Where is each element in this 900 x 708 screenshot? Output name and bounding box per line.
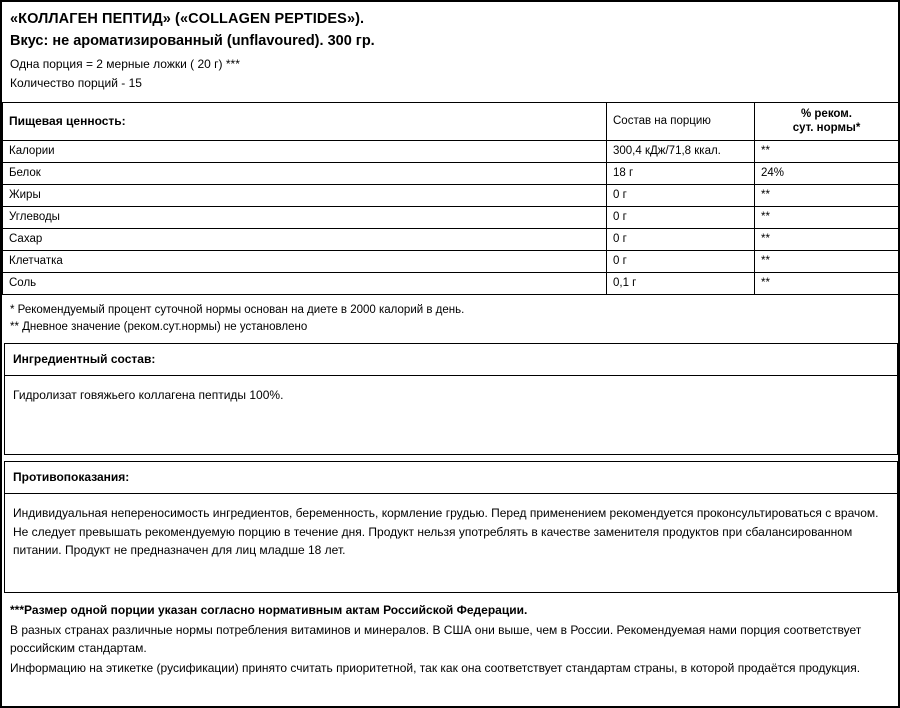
nutrient-per-serving: 18 г xyxy=(607,162,755,184)
serving-size-text: Одна порция = 2 мерные ложки ( 20 г) *** xyxy=(10,57,240,72)
nutrition-table xyxy=(2,102,899,295)
footnote-not-established: ** Дневное значение (реком.сут.нормы) не установлено xyxy=(10,321,308,334)
nutrient-daily-percent: ** xyxy=(755,140,899,162)
ingredients-body: Гидролизат говяжьего коллагена пептиды 100%. xyxy=(13,388,284,403)
nutrient-name: Жиры xyxy=(3,184,607,206)
nutrient-per-serving: 0 г xyxy=(607,228,755,250)
contraindications-heading: Противопоказания: xyxy=(5,462,897,494)
table-row xyxy=(3,272,899,294)
nutrient-name: Сахар xyxy=(3,228,607,250)
table-row xyxy=(3,228,899,250)
nutrient-daily-percent: ** xyxy=(755,228,899,250)
column-header-per-serving: Состав на порцию xyxy=(607,102,755,140)
nutrient-per-serving: 0,1 г xyxy=(607,272,755,294)
contraindications-section xyxy=(4,461,898,593)
ingredients-section xyxy=(4,343,898,455)
column-header-daily-percent xyxy=(755,102,899,140)
footer-serving-standard-note: ***Размер одной порции указан согласно нормативным актам Российской Федерации. xyxy=(10,603,528,618)
table-row xyxy=(3,206,899,228)
nutrient-per-serving: 0 г xyxy=(607,184,755,206)
footer-country-norms-note: В разных странах различные нормы потребления витаминов и минералов. В США они выше, чем в России. Рекомендуемая нами порция соответствует российским стандартам. xyxy=(10,622,862,656)
ingredients-heading: Ингредиентный состав: xyxy=(5,344,897,376)
nutrient-daily-percent: 24% xyxy=(755,162,899,184)
column-header-daily-percent-line1: % реком. xyxy=(800,107,853,120)
footer-notes xyxy=(2,593,898,677)
nutrient-daily-percent: ** xyxy=(755,250,899,272)
table-header-row xyxy=(3,102,899,140)
column-header-daily-percent-line2: сут. нормы* xyxy=(792,122,861,135)
table-footnotes xyxy=(2,295,898,344)
nutrient-daily-percent: ** xyxy=(755,184,899,206)
nutrient-per-serving: 0 г xyxy=(607,250,755,272)
flavor-subtitle: Вкус: не ароматизированный (unflavoured). 300 гр. xyxy=(10,32,375,49)
nutrient-name: Белок xyxy=(3,162,607,184)
nutrient-daily-percent: ** xyxy=(755,206,899,228)
nutrient-daily-percent: ** xyxy=(755,272,899,294)
table-row xyxy=(3,162,899,184)
nutrient-name: Соль xyxy=(3,272,607,294)
nutrient-per-serving: 0 г xyxy=(607,206,755,228)
footnote-daily-value-basis: * Рекомендуемый процент суточной нормы основан на диете в 2000 калорий в день. xyxy=(10,303,465,316)
table-row xyxy=(3,250,899,272)
nutrient-name: Клетчатка xyxy=(3,250,607,272)
servings-count-text: Количество порций - 15 xyxy=(10,75,142,90)
table-row xyxy=(3,140,899,162)
column-header-nutrient: Пищевая ценность: xyxy=(3,102,607,140)
table-row xyxy=(3,184,899,206)
page-title: «КОЛЛАГЕН ПЕПТИД» («COLLAGEN PEPTIDES»). xyxy=(10,11,365,27)
contraindications-body: Индивидуальная непереносимость ингредиентов, беременность, кормление грудью. Перед применением рекомендуется проконсультироваться с врачом. Не следует превышать рекомендуемую порцию в течение дня. Продукт нельзя употреблять в качестве заменителя продуктов при сбалансированном питании. Продукт не предназначен для лиц младше 18 лет. xyxy=(13,506,879,558)
nutrient-name: Углеводы xyxy=(3,206,607,228)
nutrient-name: Калории xyxy=(3,140,607,162)
document-header xyxy=(2,2,898,94)
nutrient-per-serving: 300,4 кДж/71,8 ккал. xyxy=(607,140,755,162)
footer-label-priority-note: Информацию на этикетке (русификации) принято считать приоритетной, так как она соответствует стандартам страны, в которой продаётся продукция. xyxy=(10,661,861,676)
